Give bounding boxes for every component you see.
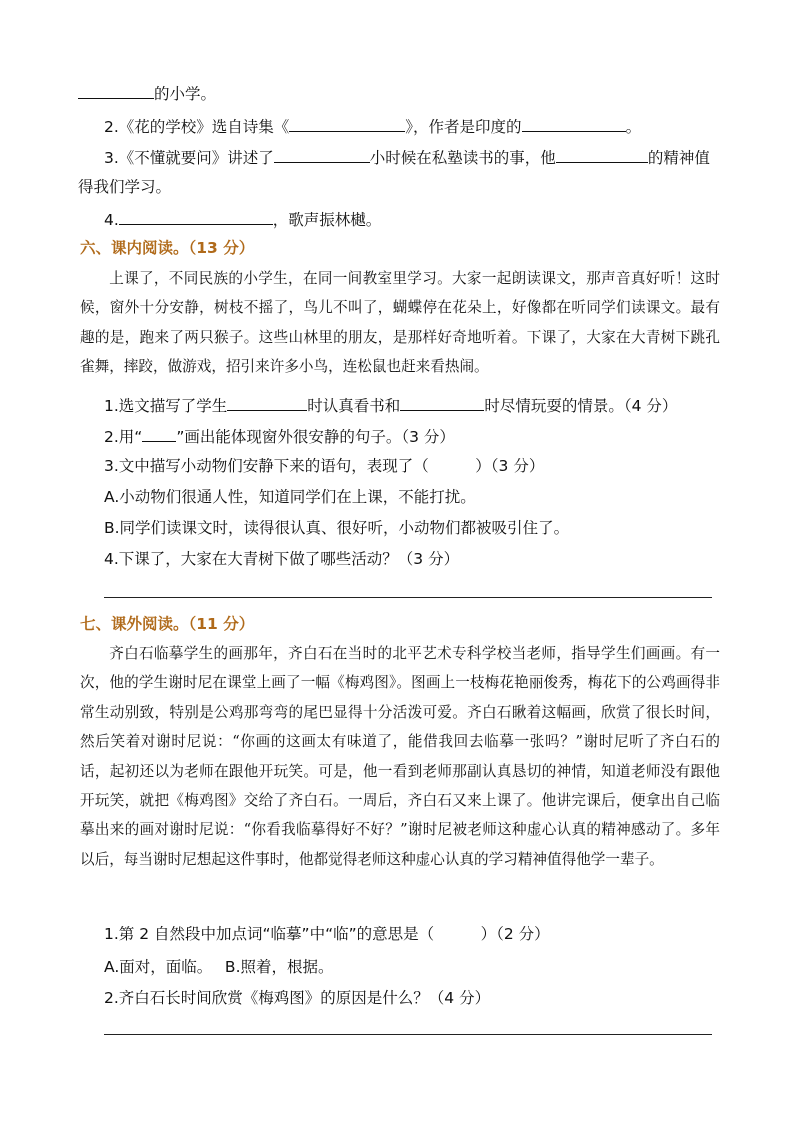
section6-passage: 上课了，不同民族的小学生，在同一间教室里学习。大家一起朗读课文，那声音真好听！这时候，窗外十分安静，树枝不摇了，鸟儿不叫了，蝴蝶停在花朵上，好像都在听同学们读课文。最有趣的是，跑来了两只猴子。这些山林里的朋友，是那样好奇地听着。下课了，大家在大青树下跳孔雀舞，摔跤，做游戏，招引来许多小鸟，连松鼠也赶来看热闹。 xyxy=(80,270,720,376)
s7-q2-answer-line[interactable] xyxy=(104,1034,712,1035)
s7-q1-line: 1.第 2 自然段中加点词“临摹”中“临”的意思是（ ）（2 分） xyxy=(104,925,550,943)
s6-q2-text-b: ”画出能体现窗外很安静的句子。（3 分） xyxy=(176,428,455,446)
s6-q1-text-b: 时认真看书和 xyxy=(307,397,401,415)
s6-q3-option-a[interactable]: A.小动物们很通人性，知道同学们在上课，不能打扰。 xyxy=(104,488,476,506)
answer-blank[interactable] xyxy=(119,208,273,225)
answer-blank[interactable] xyxy=(556,146,648,163)
section6-heading: 六、课内阅读。（13 分） xyxy=(80,239,255,257)
s5-q2-text-a: 2.《花的学校》选自诗集《 xyxy=(104,118,290,136)
s6-q4-answer-line[interactable] xyxy=(104,597,712,598)
answer-blank[interactable] xyxy=(400,394,484,411)
s6-q1-text-c: 时尽情玩耍的情景。（4 分） xyxy=(484,397,678,415)
s5-q2-line xyxy=(104,115,714,137)
s5-q2-text-b: 》，作者是印度的 xyxy=(405,118,522,136)
s5-q3-text-d: 得我们学习。 xyxy=(78,178,172,196)
s6-q3-line: 3.文中描写小动物们安静下来的语句，表现了（ ）（3 分） xyxy=(104,457,545,475)
s6-q4-line: 4.下课了，大家在大青树下做了哪些活动？（3 分） xyxy=(104,550,460,568)
s6-q1-text-a: 1.选文描写了学生 xyxy=(104,397,228,415)
s5-q3-text-b: 小时候在私塾读书的事，他 xyxy=(369,149,556,167)
s5-q4-text-b: ，歌声振林樾。 xyxy=(272,211,382,229)
section7-heading: 七、课外阅读。（11 分） xyxy=(80,615,255,633)
answer-blank[interactable] xyxy=(227,394,307,411)
s5-q3-line-2 xyxy=(78,177,714,197)
s6-q2-text-a: 2.用“ xyxy=(104,428,143,446)
s7-q2-line: 2.齐白石长时间欣赏《梅鸡图》的原因是什么？（4 分） xyxy=(104,989,491,1007)
s5-q3-line xyxy=(104,146,714,168)
s5-q2-text-c: 。 xyxy=(625,118,642,136)
s7-q1-options[interactable]: A.面对，面临。 B.照着，根据。 xyxy=(104,958,334,976)
s6-q2-line xyxy=(104,425,714,447)
s5-q3-text-c: 的精神值 xyxy=(647,149,710,167)
s6-q3-option-b[interactable]: B.同学们读课文时，读得很认真、很好听，小动物们都被吸引住了。 xyxy=(104,519,570,537)
s5-q4-text-a: 4. xyxy=(104,211,119,229)
s5-q1-tail: 的小学。 xyxy=(154,85,217,103)
s6-q1-line xyxy=(104,394,714,416)
s5-q1-line xyxy=(78,82,714,104)
answer-blank[interactable] xyxy=(78,82,154,99)
answer-blank[interactable] xyxy=(274,146,370,163)
answer-blank[interactable] xyxy=(142,425,176,442)
s5-q3-text-a: 3.《不懂就要问》讲述了 xyxy=(104,149,274,167)
answer-blank[interactable] xyxy=(289,115,405,132)
answer-blank[interactable] xyxy=(522,115,626,132)
s5-q4-line xyxy=(104,208,714,230)
section7-passage: 齐白石临摹学生的画那年，齐白石在当时的北平艺术专科学校当老师，指导学生们画画。有一次，他的学生谢时尼在课堂上画了一幅《梅鸡图》。图画上一枝梅花艳丽俊秀，梅花下的公鸡画得非常生动别致，特别是公鸡那弯弯的尾巴显得十分活泼可爱。齐白石瞅着这幅画，欣赏了很长时间，然后笑着对谢时尼说：“你画的这画太有味道了，能借我回去临摹一张吗？”谢时尼听了齐白石的话，起初还以为老师在跟他开玩笑。可是，他一看到老师那副认真恳切的神情，知道老师没有跟他开玩笑，就把《梅鸡图》交给了齐白石。一周后，齐白石又来上课了。他讲完课后，便拿出自己临摹出来的画对谢时尼说：“你看我临摹得好不好？”谢时尼被老师这种虚心认真的精神感动了。多年以后，每当谢时尼想起这件事时，他都觉得老师这种虚心认真的学习精神值得他学一辈子。 xyxy=(80,645,720,868)
